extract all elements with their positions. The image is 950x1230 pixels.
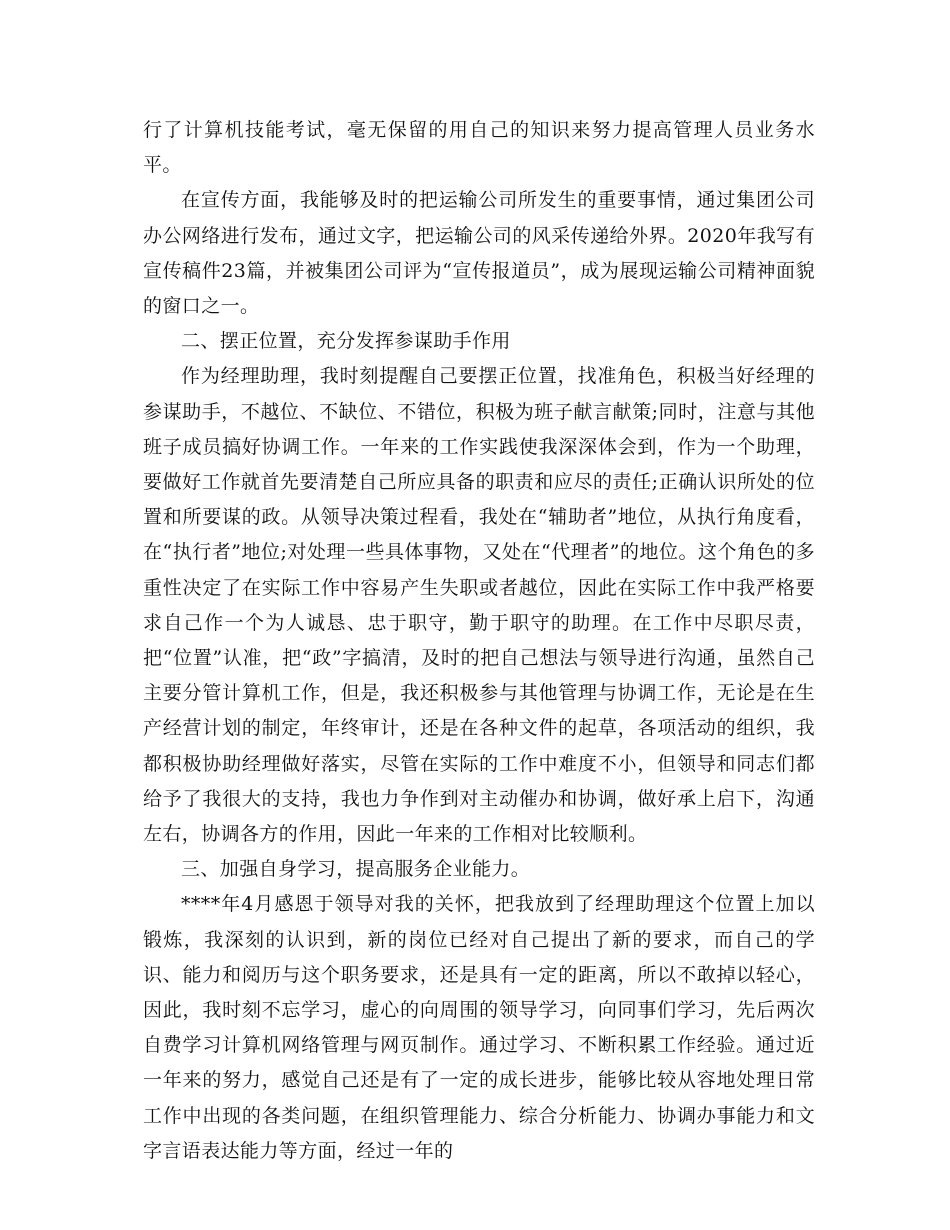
paragraph: 行了计算机技能考试，毫无保留的用自己的知识来努力提高管理人员业务水平。: [143, 119, 815, 177]
section-heading: 三、加强自身学习，提高服务企业能力。: [181, 858, 531, 881]
paragraph: 在宣传方面，我能够及时的把运输公司所发生的重要事情，通过集团公司办公网络进行发布，通过文字，把运输公司的风采传递给外界。2020年我写有宣传稿件23篇，并被集团公司评为“宣传报道员”，成为展现运输公司精神面貌的窗口之一。: [143, 189, 815, 318]
section-heading: 二、摆正位置，充分发挥参谋助手作用: [181, 330, 511, 353]
paragraph: ****年4月感恩于领导对我的关怀，把我放到了经理助理这个位置上加以锻炼，我深刻的认识到，新的岗位已经对自己提出了新的要求，而自己的学识、能力和阅历与这个职务要求，还是具有一定的距离，所以不敢掉以轻心，因此，我时刻不忘学习，虚心的向周围的领导学习，向同事们学习，先后两次自费学习计算机网络管理与网页制作。通过学习、不断积累工作经验。通过近一年来的努力，感觉自己还是有了一定的成长进步，能够比较从容地处理日常工作中出现的各类问题，在组织管理能力、综合分析能力、协调办事能力和文字言语表达能力等方面，经过一年的: [143, 893, 815, 1162]
paragraph: 作为经理助理，我时刻提醒自己要摆正位置，找准角色，积极当好经理的参谋助手，不越位、不缺位、不错位，积极为班子献言献策;同时，注意与其他班子成员搞好协调工作。一年来的工作实践使我深深体会到，作为一个助理，要做好工作就首先要清楚自己所应具备的职责和应尽的责任;正确认识所处的位置和所要谋的政。从领导决策过程看，我处在“辅助者”地位，从执行角度看，在“执行者”地位;对处理一些具体事物，又处在“代理者”的地位。这个角色的多重性决定了在实际工作中容易产生失职或者越位，因此在实际工作中我严格要求自己作一个为人诚恳、忠于职守，勤于职守的助理。在工作中尽职尽责，把“位置”认准，把“政”字搞清，及时的把自己想法与领导进行沟通，虽然自己主要分管计算机工作，但是，我还积极参与其他管理与协调工作，无论是在生产经营计划的制定，年终审计，还是在各种文件的起草，各项活动的组织，我都积极协助经理做好落实，尽管在实际的工作中难度不小，但领导和同志们都给予了我很大的支持，我也力争作到对主动催办和协调，做好承上启下，沟通左右，协调各方的作用，因此一年来的工作相对比较顺利。: [143, 365, 815, 846]
document-body: [143, 113, 815, 1169]
